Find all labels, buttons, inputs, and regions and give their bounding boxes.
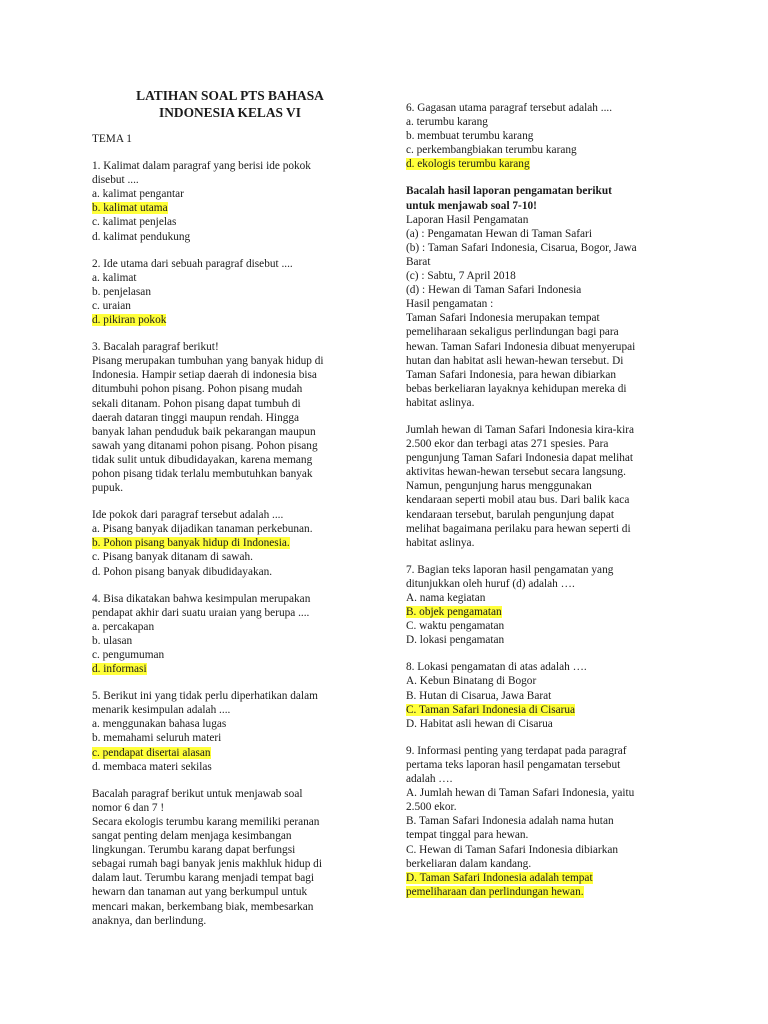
text-line: [92, 815, 368, 829]
text-line: [406, 437, 674, 451]
line-text: Bacalah paragraf berikut untuk menjawab soal: [92, 787, 303, 800]
line-text: B. Taman Safari Indonesia adalah nama hutan: [406, 815, 614, 828]
line-text: mencari makan, berkembang biak, membesarkan: [92, 900, 314, 913]
text-line: [92, 299, 368, 313]
line-text: Namun, pengunjung harus menggunakan: [406, 480, 592, 493]
line-text: b. ulasan: [92, 634, 133, 647]
line-text: (d) : Hewan di Taman Safari Indonesia: [406, 284, 582, 297]
text-line: [406, 101, 674, 115]
text-line: [406, 368, 674, 382]
text-line: [406, 340, 674, 354]
text-line: [406, 269, 674, 283]
line-text: pohon pisang tidak terlalu membutuhkan banyak: [92, 467, 313, 480]
text-line: [92, 787, 368, 801]
right-column: [406, 0, 674, 912]
highlighted-answer: b. kalimat utama: [92, 202, 168, 215]
question-block: [92, 592, 368, 677]
text-line: [406, 689, 674, 703]
text-line: [92, 522, 368, 536]
line-text: A. nama kegiatan: [406, 592, 486, 604]
line-text: ditunjukkan oleh huruf (d) adalah ….: [406, 577, 575, 590]
text-line: [92, 230, 368, 244]
text-line: [92, 620, 368, 634]
line-text: 3. Bacalah paragraf berikut!: [92, 341, 219, 354]
text-line: [92, 354, 368, 368]
text-line: [92, 857, 368, 871]
text-line: [406, 591, 674, 605]
text-line: [92, 900, 368, 914]
text-line: [406, 522, 674, 536]
text-line: [406, 800, 674, 814]
line-text: b. memahami seluruh materi: [92, 732, 222, 745]
question-block: [406, 660, 674, 730]
answer-line: [406, 871, 674, 885]
question-block: [406, 744, 674, 899]
line-text: dalam laut. Terumbu karang menjadi tempat bagi: [92, 872, 315, 885]
question-block: [406, 101, 674, 171]
text-line: [406, 843, 674, 857]
text-line: [406, 772, 674, 786]
text-line: [92, 689, 368, 703]
text-line: [406, 115, 674, 129]
line-text: B. Hutan di Cisarua, Jawa Barat: [406, 689, 552, 702]
answer-line: [406, 605, 674, 619]
text-line: [406, 758, 674, 772]
text-line: [92, 565, 368, 579]
text-line: [406, 255, 674, 269]
question-block: [92, 257, 368, 327]
text-line: [406, 283, 674, 297]
answer-line: [406, 703, 674, 717]
highlighted-answer: b. Pohon pisang banyak hidup di Indonesia.: [92, 537, 290, 550]
line-text: a. percakapan: [92, 620, 155, 633]
line-text: Bacalah hasil laporan pengamatan berikut: [406, 185, 612, 198]
line-text: Secara ekologis terumbu karang memiliki peranan: [92, 815, 320, 828]
text-line: [406, 857, 674, 871]
answer-line: [92, 536, 368, 550]
line-text: Jumlah hewan di Taman Safari Indonesia kira-kira: [406, 423, 635, 436]
answer-line: [92, 313, 368, 327]
highlighted-answer: D. Taman Safari Indonesia adalah tempat: [406, 871, 593, 884]
text-line: [406, 241, 674, 255]
line-text: anaknya, dan berlindung.: [92, 914, 207, 927]
text-line: [92, 508, 368, 522]
title-line: INDONESIA KELAS VI: [159, 104, 301, 120]
document-title: [92, 88, 368, 121]
line-text: b. penjelasan: [92, 285, 151, 298]
text-line: [406, 674, 674, 688]
line-text: a. kalimat: [92, 271, 137, 284]
text-line: [92, 829, 368, 843]
line-text: lingkungan. Terumbu karang dapat berfungsi: [92, 844, 296, 857]
text-line: [92, 397, 368, 411]
text-line: [406, 382, 674, 396]
answer-line: [406, 157, 674, 171]
highlighted-answer: C. Taman Safari Indonesia di Cisarua: [406, 703, 576, 716]
text-line: [92, 731, 368, 745]
text-line: [406, 184, 674, 198]
text-line: [92, 606, 368, 620]
line-text: kendaraan seperti mobil atau bus. Dari balik kaca: [406, 494, 630, 507]
line-text: a. menggunakan bahasa lugas: [92, 718, 227, 731]
text-line: [92, 271, 368, 285]
text-line: [406, 717, 674, 731]
line-text: aktivitas hewan-hewan tersebut secara langsung.: [406, 466, 626, 479]
answer-line: [406, 885, 674, 899]
text-line: [92, 550, 368, 564]
line-text: 8. Lokasi pengamatan di atas adalah ….: [406, 661, 587, 674]
line-text: d. kalimat pendukung: [92, 230, 191, 243]
line-text: hutan dan habitat asli hewan-hewan tersebut. Di: [406, 354, 624, 367]
line-text: Taman Safari Indonesia, para hewan dibiarkan: [406, 368, 616, 381]
line-text: disebut ....: [92, 174, 139, 187]
text-line: [92, 285, 368, 299]
left-column: [92, 0, 368, 941]
text-line: [406, 536, 674, 550]
line-text: bebas berkeliaran layaknya kehidupan mereka di: [406, 382, 627, 395]
line-text: banyak lahan penduduk baik pekarangan maupun: [92, 425, 316, 438]
highlighted-answer: d. pikiran pokok: [92, 314, 167, 327]
text-line: [92, 871, 368, 885]
theme-label: TEMA 1: [92, 133, 132, 145]
line-text: menarik kesimpulan adalah ....: [92, 704, 231, 717]
text-line: [92, 843, 368, 857]
text-line: [406, 227, 674, 241]
text-line: [92, 634, 368, 648]
text-line: [406, 311, 674, 325]
text-line: [92, 914, 368, 928]
line-text: c. pengumuman: [92, 649, 165, 661]
text-line: [92, 481, 368, 495]
answer-line: [92, 662, 368, 676]
text-line: [406, 325, 674, 339]
right-question-list: [406, 101, 674, 899]
question-block: [92, 340, 368, 495]
question-block: [406, 184, 674, 410]
text-line: [406, 423, 674, 437]
line-text: 4. Bisa dikatakan bahwa kesimpulan merupakan: [92, 592, 311, 605]
highlighted-answer: d. ekologis terumbu karang: [406, 158, 530, 171]
line-text: A. Kebun Binatang di Bogor: [406, 675, 537, 688]
line-text: a. terumbu karang: [406, 116, 488, 129]
line-text: a. Pisang banyak dijadikan tanaman perkebunan.: [92, 523, 313, 536]
line-text: 2.500 ekor dan terbagi atas 271 spesies. Para: [406, 438, 609, 451]
line-text: melihat bagaimana perilaku para hewan seperti di: [406, 522, 631, 535]
line-text: pupuk.: [92, 482, 124, 495]
title-line: LATIHAN SOAL PTS BAHASA: [136, 88, 324, 103]
line-text: adalah ….: [406, 773, 453, 786]
question-block: [92, 689, 368, 774]
line-text: sekali ditanam. Pohon pisang dapat tumbuh di: [92, 397, 301, 410]
line-text: sawah yang ditanami pohon pisang. Pohon pisang: [92, 439, 318, 452]
text-line: [92, 257, 368, 271]
text-line: [406, 633, 674, 647]
text-line: [92, 760, 368, 774]
line-text: (a) : Pengamatan Hewan di Taman Safari: [406, 227, 592, 240]
question-block: [92, 508, 368, 578]
answer-line: [92, 201, 368, 215]
text-line: [92, 885, 368, 899]
text-line: [406, 451, 674, 465]
line-text: pendapat akhir dari suatu uraian yang berupa ....: [92, 606, 310, 619]
line-text: b. membuat terumbu karang: [406, 130, 534, 143]
line-text: D. lokasi pengamatan: [406, 634, 505, 647]
line-text: Hasil pengamatan :: [406, 298, 494, 311]
text-line: [92, 411, 368, 425]
text-line: [92, 801, 368, 815]
line-text: Pisang merupakan tumbuhan yang banyak hidup di: [92, 355, 324, 368]
line-text: tidak sulit untuk dibudidayakan, karena memang: [92, 453, 313, 466]
answer-line: [92, 746, 368, 760]
text-line: [406, 297, 674, 311]
line-text: pengunjung Taman Safari Indonesia dapat melihat: [406, 452, 634, 465]
text-line: [406, 660, 674, 674]
text-line: [92, 187, 368, 201]
text-line: [406, 354, 674, 368]
text-line: [92, 648, 368, 662]
line-text: Indonesia. Hampir setiap daerah di indonesia bisa: [92, 369, 317, 382]
text-line: [406, 396, 674, 410]
line-text: c. Pisang banyak ditanam di sawah.: [92, 551, 253, 564]
text-line: [92, 453, 368, 467]
line-text: berkeliaran dalam kandang.: [406, 857, 532, 870]
line-text: sangat penting delam menjaga kesimbangan: [92, 830, 292, 843]
line-text: Barat: [406, 255, 431, 268]
line-text: habitat aslinya.: [406, 536, 475, 549]
text-line: [406, 199, 674, 213]
highlighted-answer: pemeliharaan dan perlindungan hewan.: [406, 885, 584, 898]
line-text: 5. Berikut ini yang tidak perlu diperhatikan dalam: [92, 690, 318, 703]
text-line: [406, 786, 674, 800]
line-text: C. Hewan di Taman Safari Indonesia dibiarkan: [406, 843, 619, 856]
line-text: Taman Safari Indonesia merupakan tempat: [406, 312, 600, 325]
line-text: 9. Informasi penting yang terdapat pada paragraf: [406, 744, 627, 757]
text-line: [406, 508, 674, 522]
line-text: tempat tinggal para hewan.: [406, 829, 529, 842]
text-line: [406, 129, 674, 143]
line-text: c. perkembangbiakan terumbu karang: [406, 144, 577, 157]
left-question-list: [92, 159, 368, 928]
line-text: Laporan Hasil Pengamatan: [406, 213, 529, 226]
line-text: D. Habitat asli hewan di Cisarua: [406, 717, 553, 730]
text-line: [92, 159, 368, 173]
highlighted-answer: d. informasi: [92, 663, 147, 676]
text-line: [406, 744, 674, 758]
line-text: d. membaca materi sekilas: [92, 760, 212, 773]
line-text: habitat aslinya.: [406, 396, 475, 409]
line-text: d. Pohon pisang banyak dibudidayakan.: [92, 565, 273, 578]
text-line: [92, 717, 368, 731]
line-text: 6. Gagasan utama paragraf tersebut adalah ....: [406, 102, 613, 114]
line-text: sebagai rumah bagi banyak jenis makhluk hidup di: [92, 858, 322, 871]
line-text: hewan. Taman Safari Indonesia dibuat menyerupai: [406, 340, 636, 353]
line-text: (b) : Taman Safari Indonesia, Cisarua, Bogor, Jawa: [406, 241, 637, 254]
line-text: kendaraan tersebut, barulah pengunjung dapat: [406, 508, 614, 521]
question-block: [406, 563, 674, 648]
line-text: c. kalimat penjelas: [92, 216, 177, 229]
line-text: ditumbuhi pohon pisang. Pohon pisang mudah: [92, 383, 303, 396]
line-text: (c) : Sabtu, 7 April 2018: [406, 270, 516, 283]
text-line: [92, 215, 368, 229]
text-line: [92, 382, 368, 396]
text-line: [406, 577, 674, 591]
text-line: [92, 368, 368, 382]
line-text: Ide pokok dari paragraf tersebut adalah ....: [92, 509, 284, 522]
text-line: [92, 340, 368, 354]
line-text: a. kalimat pengantar: [92, 188, 184, 201]
text-line: [92, 425, 368, 439]
text-line: [406, 213, 674, 227]
text-line: [406, 814, 674, 828]
line-text: untuk menjawab soal 7-10!: [406, 199, 537, 212]
text-line: [406, 563, 674, 577]
text-line: [406, 828, 674, 842]
question-block: [406, 423, 674, 550]
line-text: 2.500 ekor.: [406, 801, 457, 814]
text-line: [406, 619, 674, 633]
line-text: pertama teks laporan hasil pengamatan tersebut: [406, 758, 621, 771]
line-text: A. Jumlah hewan di Taman Safari Indonesia, yaitu: [406, 787, 635, 800]
text-line: [92, 703, 368, 717]
line-text: 1. Kalimat dalam paragraf yang berisi ide pokok: [92, 160, 311, 173]
text-line: [92, 467, 368, 481]
line-text: hewarn dan tanaman aut yang berkumpul untuk: [92, 886, 308, 899]
line-text: c. uraian: [92, 299, 131, 312]
text-line: [406, 479, 674, 493]
text-line: [92, 173, 368, 187]
line-text: 2. Ide utama dari sebuah paragraf disebut ....: [92, 257, 293, 270]
text-line: [92, 439, 368, 453]
line-text: nomor 6 dan 7 !: [92, 801, 165, 814]
text-line: [92, 592, 368, 606]
line-text: pemeliharaan sekaligus perlindungan bagi para: [406, 326, 619, 339]
highlighted-answer: c. pendapat disertai alasan: [92, 746, 211, 759]
text-line: [406, 493, 674, 507]
line-text: C. waktu pengamatan: [406, 620, 505, 633]
line-text: 7. Bagian teks laporan hasil pengamatan yang: [406, 563, 614, 576]
line-text: daerah dataran tinggi maupun rendah. Hingga: [92, 411, 300, 424]
question-block: [92, 159, 368, 244]
question-block: [92, 787, 368, 928]
text-line: [406, 465, 674, 479]
text-line: [406, 143, 674, 157]
highlighted-answer: B. objek pengamatan: [406, 606, 502, 619]
